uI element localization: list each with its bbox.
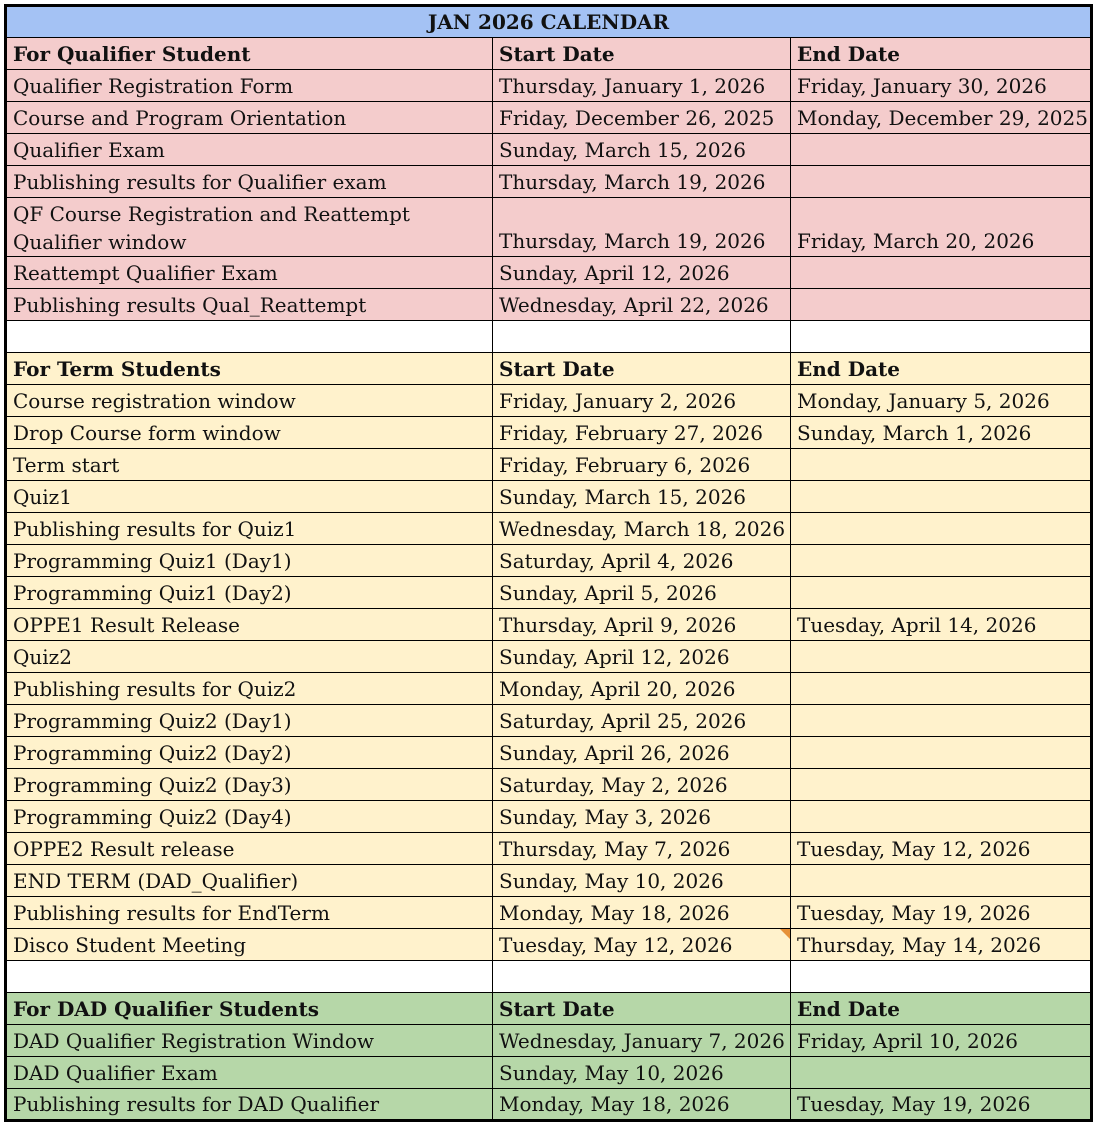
event-cell[interactable]: Publishing results for Quiz2 <box>6 673 493 705</box>
event-cell[interactable]: OPPE2 Result release <box>6 833 493 865</box>
end-date-cell[interactable]: Monday, January 5, 2026 <box>791 385 1092 417</box>
start-date-cell[interactable]: Sunday, April 26, 2026 <box>493 737 791 769</box>
header-cell[interactable]: End Date <box>791 993 1092 1025</box>
table-row <box>6 70 1092 102</box>
end-date-cell[interactable] <box>791 1057 1092 1089</box>
sheet-title[interactable]: JAN 2026 CALENDAR <box>6 6 1092 38</box>
event-cell[interactable]: Programming Quiz2 (Day4) <box>6 801 493 833</box>
table-row <box>6 737 1092 769</box>
start-date-cell[interactable]: Friday, February 6, 2026 <box>493 449 791 481</box>
start-date-cell[interactable]: Sunday, April 5, 2026 <box>493 577 791 609</box>
start-date-cell[interactable]: Wednesday, April 22, 2026 <box>493 289 791 321</box>
event-cell[interactable]: Programming Quiz2 (Day3) <box>6 769 493 801</box>
end-date-cell[interactable] <box>791 577 1092 609</box>
end-date-cell[interactable] <box>791 257 1092 289</box>
table-row <box>6 673 1092 705</box>
start-date-cell[interactable]: Friday, February 27, 2026 <box>493 417 791 449</box>
event-cell[interactable]: Programming Quiz2 (Day1) <box>6 705 493 737</box>
blank-row <box>6 961 1092 993</box>
table-row <box>6 897 1092 929</box>
event-cell[interactable]: Programming Quiz1 (Day2) <box>6 577 493 609</box>
title-row <box>6 6 1092 38</box>
end-date-cell[interactable] <box>791 673 1092 705</box>
table-row <box>6 545 1092 577</box>
table-row <box>6 929 1092 961</box>
end-date-cell[interactable]: Friday, April 10, 2026 <box>791 1025 1092 1057</box>
header-cell[interactable]: End Date <box>791 38 1092 70</box>
event-cell[interactable]: END TERM (DAD_Qualifier) <box>6 865 493 897</box>
event-cell[interactable]: QF Course Registration and Reattempt Qualifier window <box>6 198 493 257</box>
blank-row <box>6 321 1092 353</box>
event-cell[interactable]: Programming Quiz2 (Day2) <box>6 737 493 769</box>
start-date-cell[interactable]: Saturday, April 4, 2026 <box>493 545 791 577</box>
event-cell[interactable]: Quiz2 <box>6 641 493 673</box>
end-date-cell[interactable] <box>791 865 1092 897</box>
table-row <box>6 134 1092 166</box>
empty-cell[interactable] <box>791 961 1092 993</box>
start-date-cell[interactable]: Sunday, April 12, 2026 <box>493 641 791 673</box>
event-cell[interactable]: Disco Student Meeting <box>6 929 493 961</box>
table-row <box>6 833 1092 865</box>
event-cell[interactable]: OPPE1 Result Release <box>6 609 493 641</box>
end-date-cell[interactable] <box>791 737 1092 769</box>
header-cell[interactable]: Start Date <box>493 353 791 385</box>
empty-cell[interactable] <box>493 321 791 353</box>
table-row <box>6 609 1092 641</box>
event-cell[interactable]: DAD Qualifier Registration Window <box>6 1025 493 1057</box>
end-date-cell[interactable]: Tuesday, May 12, 2026 <box>791 833 1092 865</box>
empty-cell[interactable] <box>493 961 791 993</box>
start-date-cell[interactable]: Sunday, May 3, 2026 <box>493 801 791 833</box>
table-row <box>6 1025 1092 1057</box>
end-date-cell[interactable]: Monday, December 29, 2025 <box>791 102 1092 134</box>
start-date-cell[interactable]: Sunday, May 10, 2026 <box>493 1057 791 1089</box>
end-date-cell[interactable]: Tuesday, April 14, 2026 <box>791 609 1092 641</box>
start-date-cell[interactable]: Sunday, March 15, 2026 <box>493 134 791 166</box>
start-date-cell[interactable]: Wednesday, March 18, 2026 <box>493 513 791 545</box>
end-date-cell[interactable] <box>791 481 1092 513</box>
table-row <box>6 198 1092 257</box>
start-date-cell[interactable]: Friday, January 2, 2026 <box>493 385 791 417</box>
table-row <box>6 801 1092 833</box>
end-date-cell[interactable] <box>791 289 1092 321</box>
table-row <box>6 513 1092 545</box>
table-row <box>6 577 1092 609</box>
term-header-row <box>6 353 1092 385</box>
end-date-cell[interactable]: Friday, March 20, 2026 <box>791 198 1092 257</box>
start-date-cell[interactable]: Thursday, May 7, 2026 <box>493 833 791 865</box>
start-date-cell[interactable]: Monday, April 20, 2026 <box>493 673 791 705</box>
qualifier-header-row <box>6 38 1092 70</box>
empty-cell[interactable] <box>6 961 493 993</box>
end-date-cell[interactable]: Tuesday, May 19, 2026 <box>791 1089 1092 1121</box>
start-date-cell[interactable]: Sunday, April 12, 2026 <box>493 257 791 289</box>
event-cell[interactable]: Qualifier Registration Form <box>6 70 493 102</box>
event-cell[interactable]: Publishing results for Quiz1 <box>6 513 493 545</box>
event-cell[interactable]: Quiz1 <box>6 481 493 513</box>
calendar-sheet <box>4 4 1093 1122</box>
start-date-cell[interactable]: Sunday, March 15, 2026 <box>493 481 791 513</box>
start-date-cell[interactable]: Saturday, May 2, 2026 <box>493 769 791 801</box>
table-row <box>6 865 1092 897</box>
header-cell[interactable]: Start Date <box>493 38 791 70</box>
start-date-cell[interactable]: Friday, December 26, 2025 <box>493 102 791 134</box>
header-cell[interactable]: For Term Students <box>6 353 493 385</box>
start-date-cell[interactable]: Thursday, March 19, 2026 <box>493 166 791 198</box>
table-row <box>6 417 1092 449</box>
start-date-cell[interactable]: Monday, May 18, 2026 <box>493 1089 791 1121</box>
end-date-cell[interactable]: Sunday, March 1, 2026 <box>791 417 1092 449</box>
table-row <box>6 641 1092 673</box>
table-row <box>6 705 1092 737</box>
end-date-cell[interactable] <box>791 801 1092 833</box>
event-cell[interactable]: Publishing results for Qualifier exam <box>6 166 493 198</box>
empty-cell[interactable] <box>6 321 493 353</box>
end-date-cell[interactable] <box>791 705 1092 737</box>
table-row <box>6 481 1092 513</box>
header-cell[interactable]: Start Date <box>493 993 791 1025</box>
header-cell[interactable]: For Qualifier Student <box>6 38 493 70</box>
start-date-cell[interactable]: Monday, May 18, 2026 <box>493 897 791 929</box>
start-date-cell[interactable]: Wednesday, January 7, 2026 <box>493 1025 791 1057</box>
table-row <box>6 769 1092 801</box>
header-cell[interactable]: For DAD Qualifier Students <box>6 993 493 1025</box>
end-date-cell[interactable] <box>791 166 1092 198</box>
end-date-cell[interactable]: Thursday, May 14, 2026 <box>791 929 1092 961</box>
start-date-cell[interactable]: Tuesday, May 12, 2026 <box>493 929 791 961</box>
start-date-cell[interactable]: Sunday, May 10, 2026 <box>493 865 791 897</box>
end-date-cell[interactable] <box>791 134 1092 166</box>
empty-cell[interactable] <box>791 321 1092 353</box>
end-date-cell[interactable] <box>791 449 1092 481</box>
event-cell[interactable]: Reattempt Qualifier Exam <box>6 257 493 289</box>
dad-header-row <box>6 993 1092 1025</box>
event-cell[interactable]: Publishing results for DAD Qualifier <box>6 1089 493 1121</box>
end-date-cell[interactable]: Tuesday, May 19, 2026 <box>791 897 1092 929</box>
event-cell[interactable]: Publishing results Qual_Reattempt <box>6 289 493 321</box>
end-date-cell[interactable]: Friday, January 30, 2026 <box>791 70 1092 102</box>
table-row <box>6 1057 1092 1089</box>
event-cell[interactable]: Drop Course form window <box>6 417 493 449</box>
end-date-cell[interactable] <box>791 545 1092 577</box>
table-row <box>6 385 1092 417</box>
event-cell[interactable]: Qualifier Exam <box>6 134 493 166</box>
table-row <box>6 102 1092 134</box>
table-row <box>6 1089 1092 1121</box>
event-cell[interactable]: Term start <box>6 449 493 481</box>
table-row <box>6 166 1092 198</box>
start-date-cell[interactable]: Thursday, January 1, 2026 <box>493 70 791 102</box>
event-cell[interactable]: Course registration window <box>6 385 493 417</box>
start-date-cell[interactable]: Thursday, April 9, 2026 <box>493 609 791 641</box>
start-date-cell[interactable]: Thursday, March 19, 2026 <box>493 198 791 257</box>
table-row <box>6 257 1092 289</box>
end-date-cell[interactable] <box>791 769 1092 801</box>
table-row <box>6 449 1092 481</box>
end-date-cell[interactable] <box>791 513 1092 545</box>
event-cell[interactable]: Programming Quiz1 (Day1) <box>6 545 493 577</box>
event-cell[interactable]: Course and Program Orientation <box>6 102 493 134</box>
end-date-cell[interactable] <box>791 641 1092 673</box>
table-row <box>6 289 1092 321</box>
event-cell[interactable]: Publishing results for EndTerm <box>6 897 493 929</box>
start-date-cell[interactable]: Saturday, April 25, 2026 <box>493 705 791 737</box>
header-cell[interactable]: End Date <box>791 353 1092 385</box>
event-cell[interactable]: DAD Qualifier Exam <box>6 1057 493 1089</box>
